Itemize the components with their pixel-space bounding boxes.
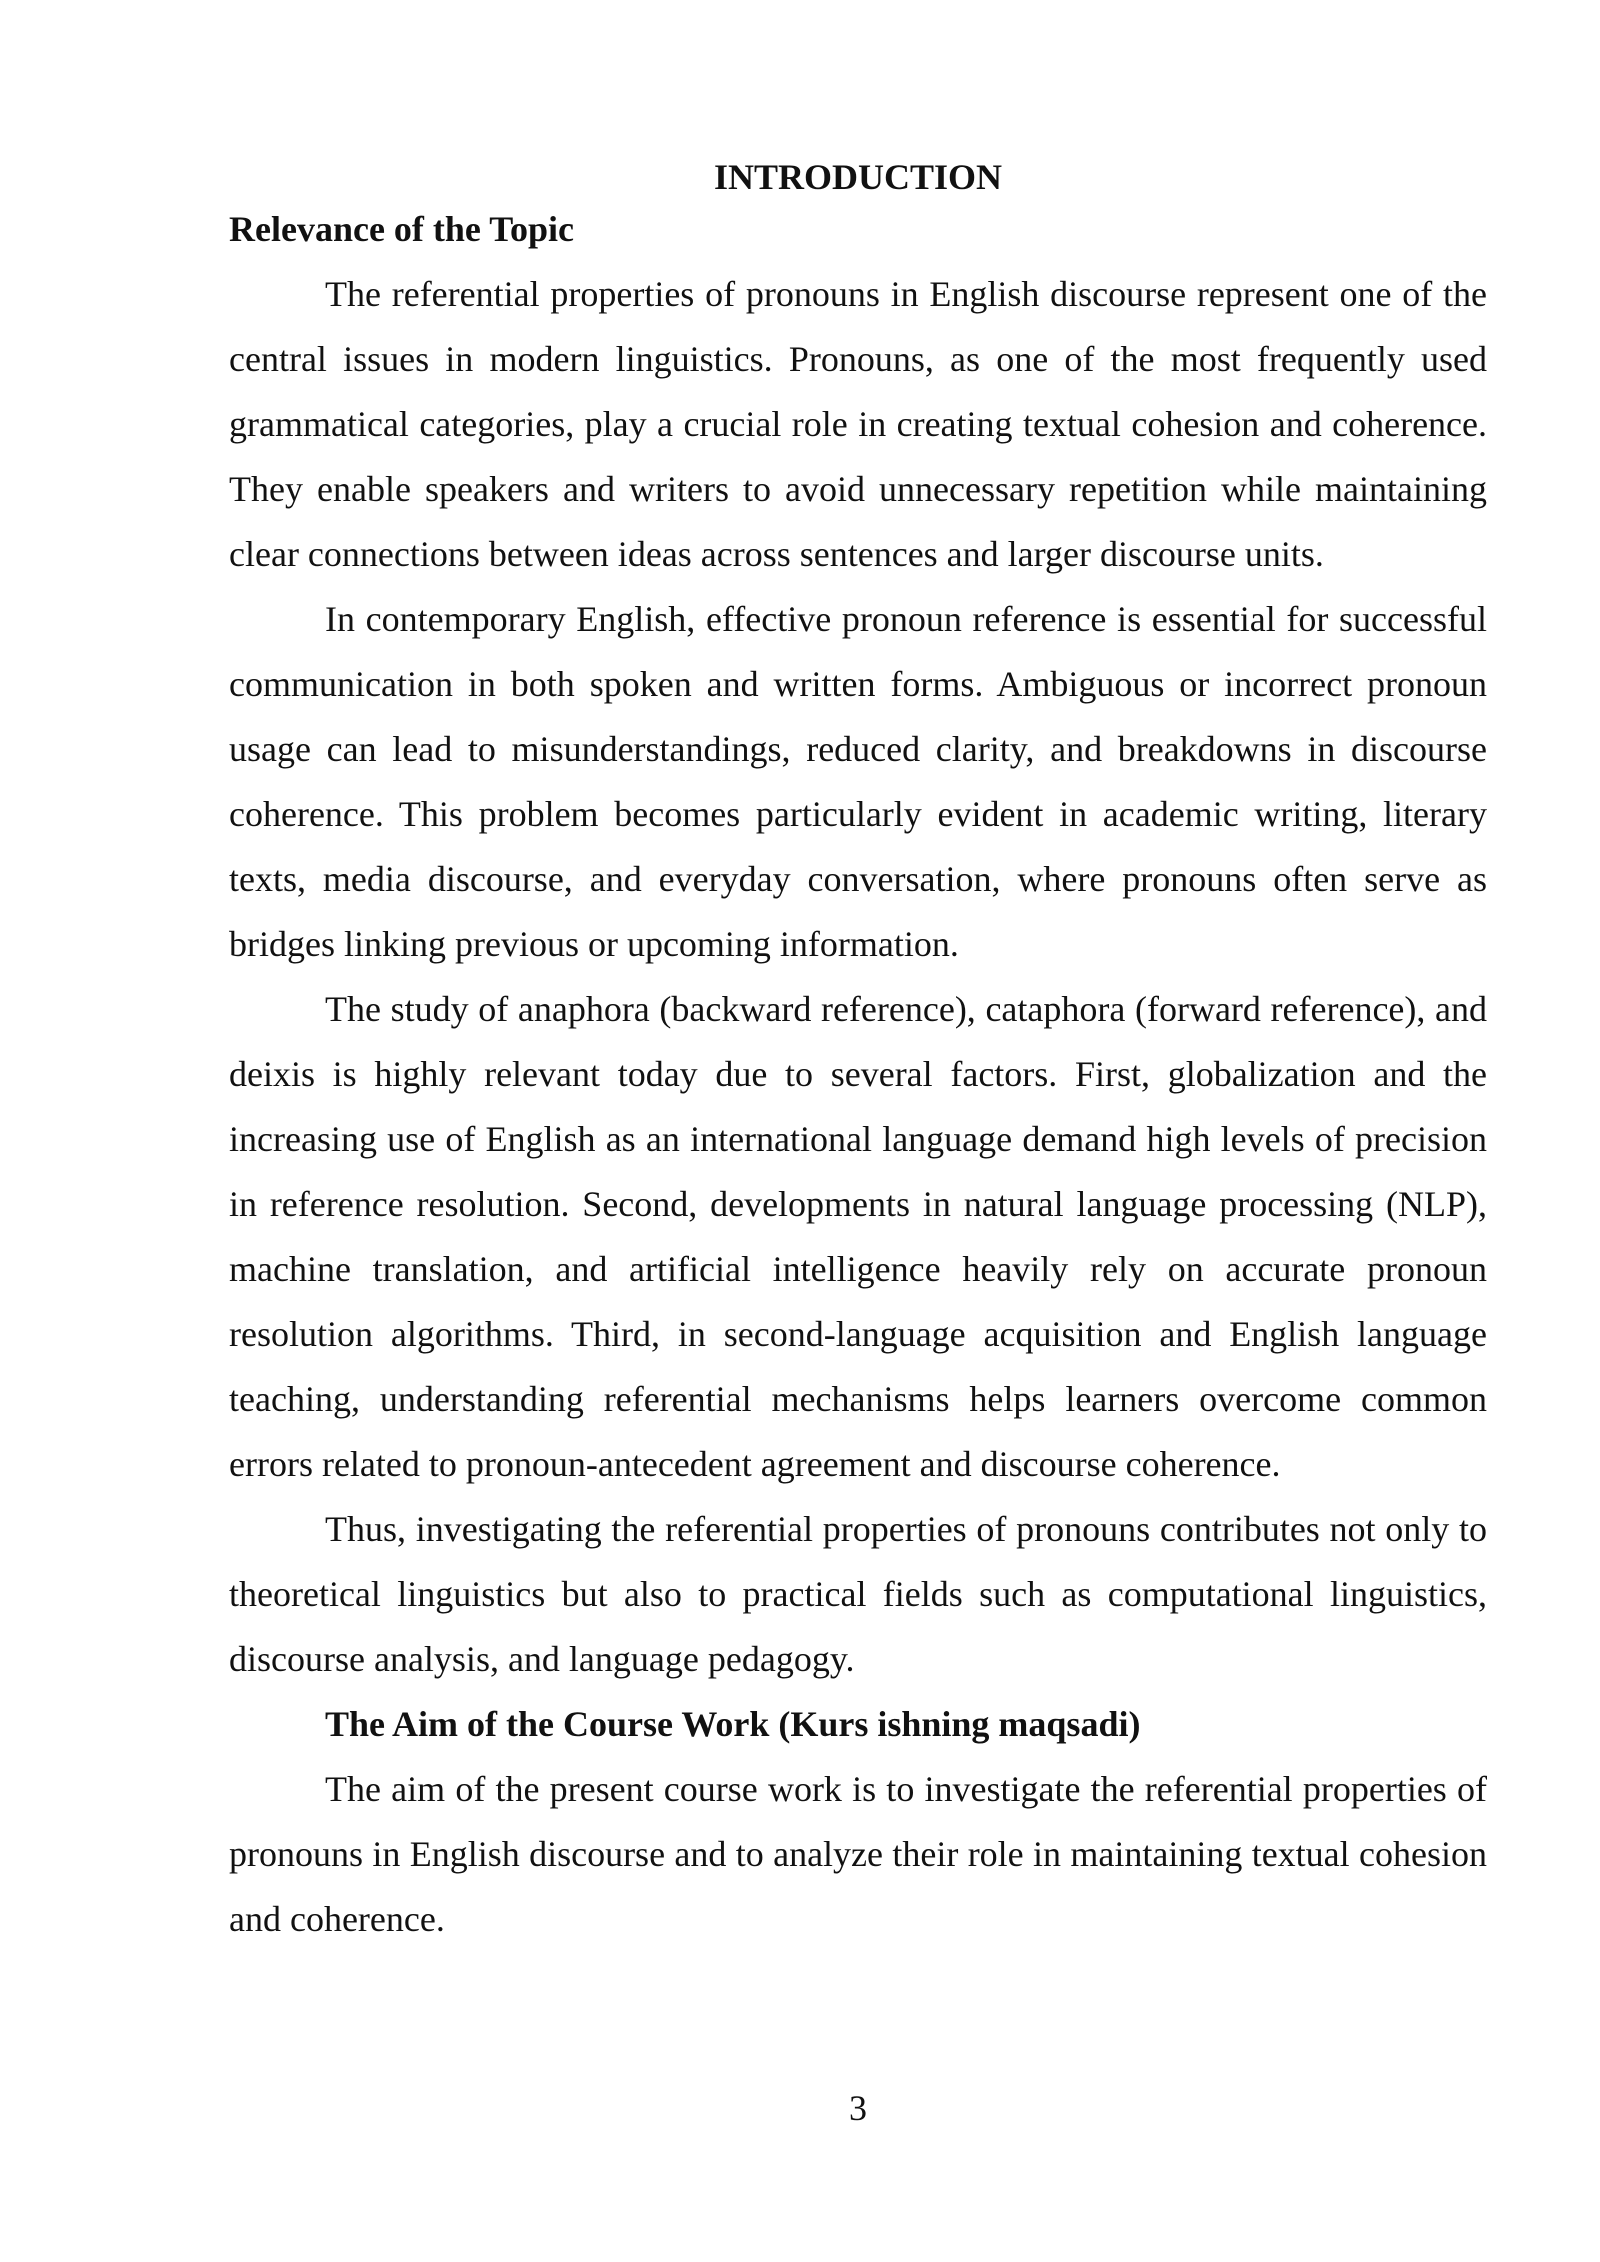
page-number: 3 bbox=[849, 2088, 867, 2128]
paragraph-aim: The aim of the present course work is to investigate the referential properties of pronouns in English discourse and to analyze their role in maintaining textual cohesion and coherence. bbox=[229, 1769, 1487, 1939]
page-content bbox=[229, 150, 1487, 1952]
paragraph-4: Thus, investigating the referential properties of pronouns contributes not only to theoretical linguistics but also to practical fields such as computational linguistics, discourse analysis, and language pedagogy. bbox=[229, 1509, 1487, 1679]
page-title: INTRODUCTION bbox=[713, 157, 1003, 197]
section-heading-relevance: Relevance of the Topic bbox=[229, 209, 574, 249]
paragraph-1: The referential properties of pronouns in English discourse represent one of the central issues in modern linguistics. Pronouns, as one of the most frequently used grammatical categories, play a crucial role in creating textual cohesion and coherence. They enable speakers and writers to avoid unnecessary repetition while maintaining clear connections between ideas across sentences and larger discourse units. bbox=[229, 274, 1487, 574]
section-heading-aim: The Aim of the Course Work (Kurs ishning maqsadi) bbox=[325, 1704, 1141, 1744]
paragraph-3: The study of anaphora (backward reference), cataphora (forward reference), and deixis is highly relevant today due to several factors. First, globalization and the increasing use of English as an international language demand high levels of precision in reference resolution. Second, developments in natural language processing (NLP), machine translation, and artificial intelligence heavily rely on accurate pronoun resolution algorithms. Third, in second-language acquisition and English language teaching, understanding referential mechanisms helps learners overcome common errors related to pronoun-antecedent agreement and discourse coherence. bbox=[229, 989, 1487, 1484]
paragraph-2: In contemporary English, effective pronoun reference is essential for successful communication in both spoken and written forms. Ambiguous or incorrect pronoun usage can lead to misunderstandings, reduced clarity, and breakdowns in discourse coherence. This problem becomes particularly evident in academic writing, literary texts, media discourse, and everyday conversation, where pronouns often serve as bridges linking previous or upcoming information. bbox=[229, 599, 1487, 964]
